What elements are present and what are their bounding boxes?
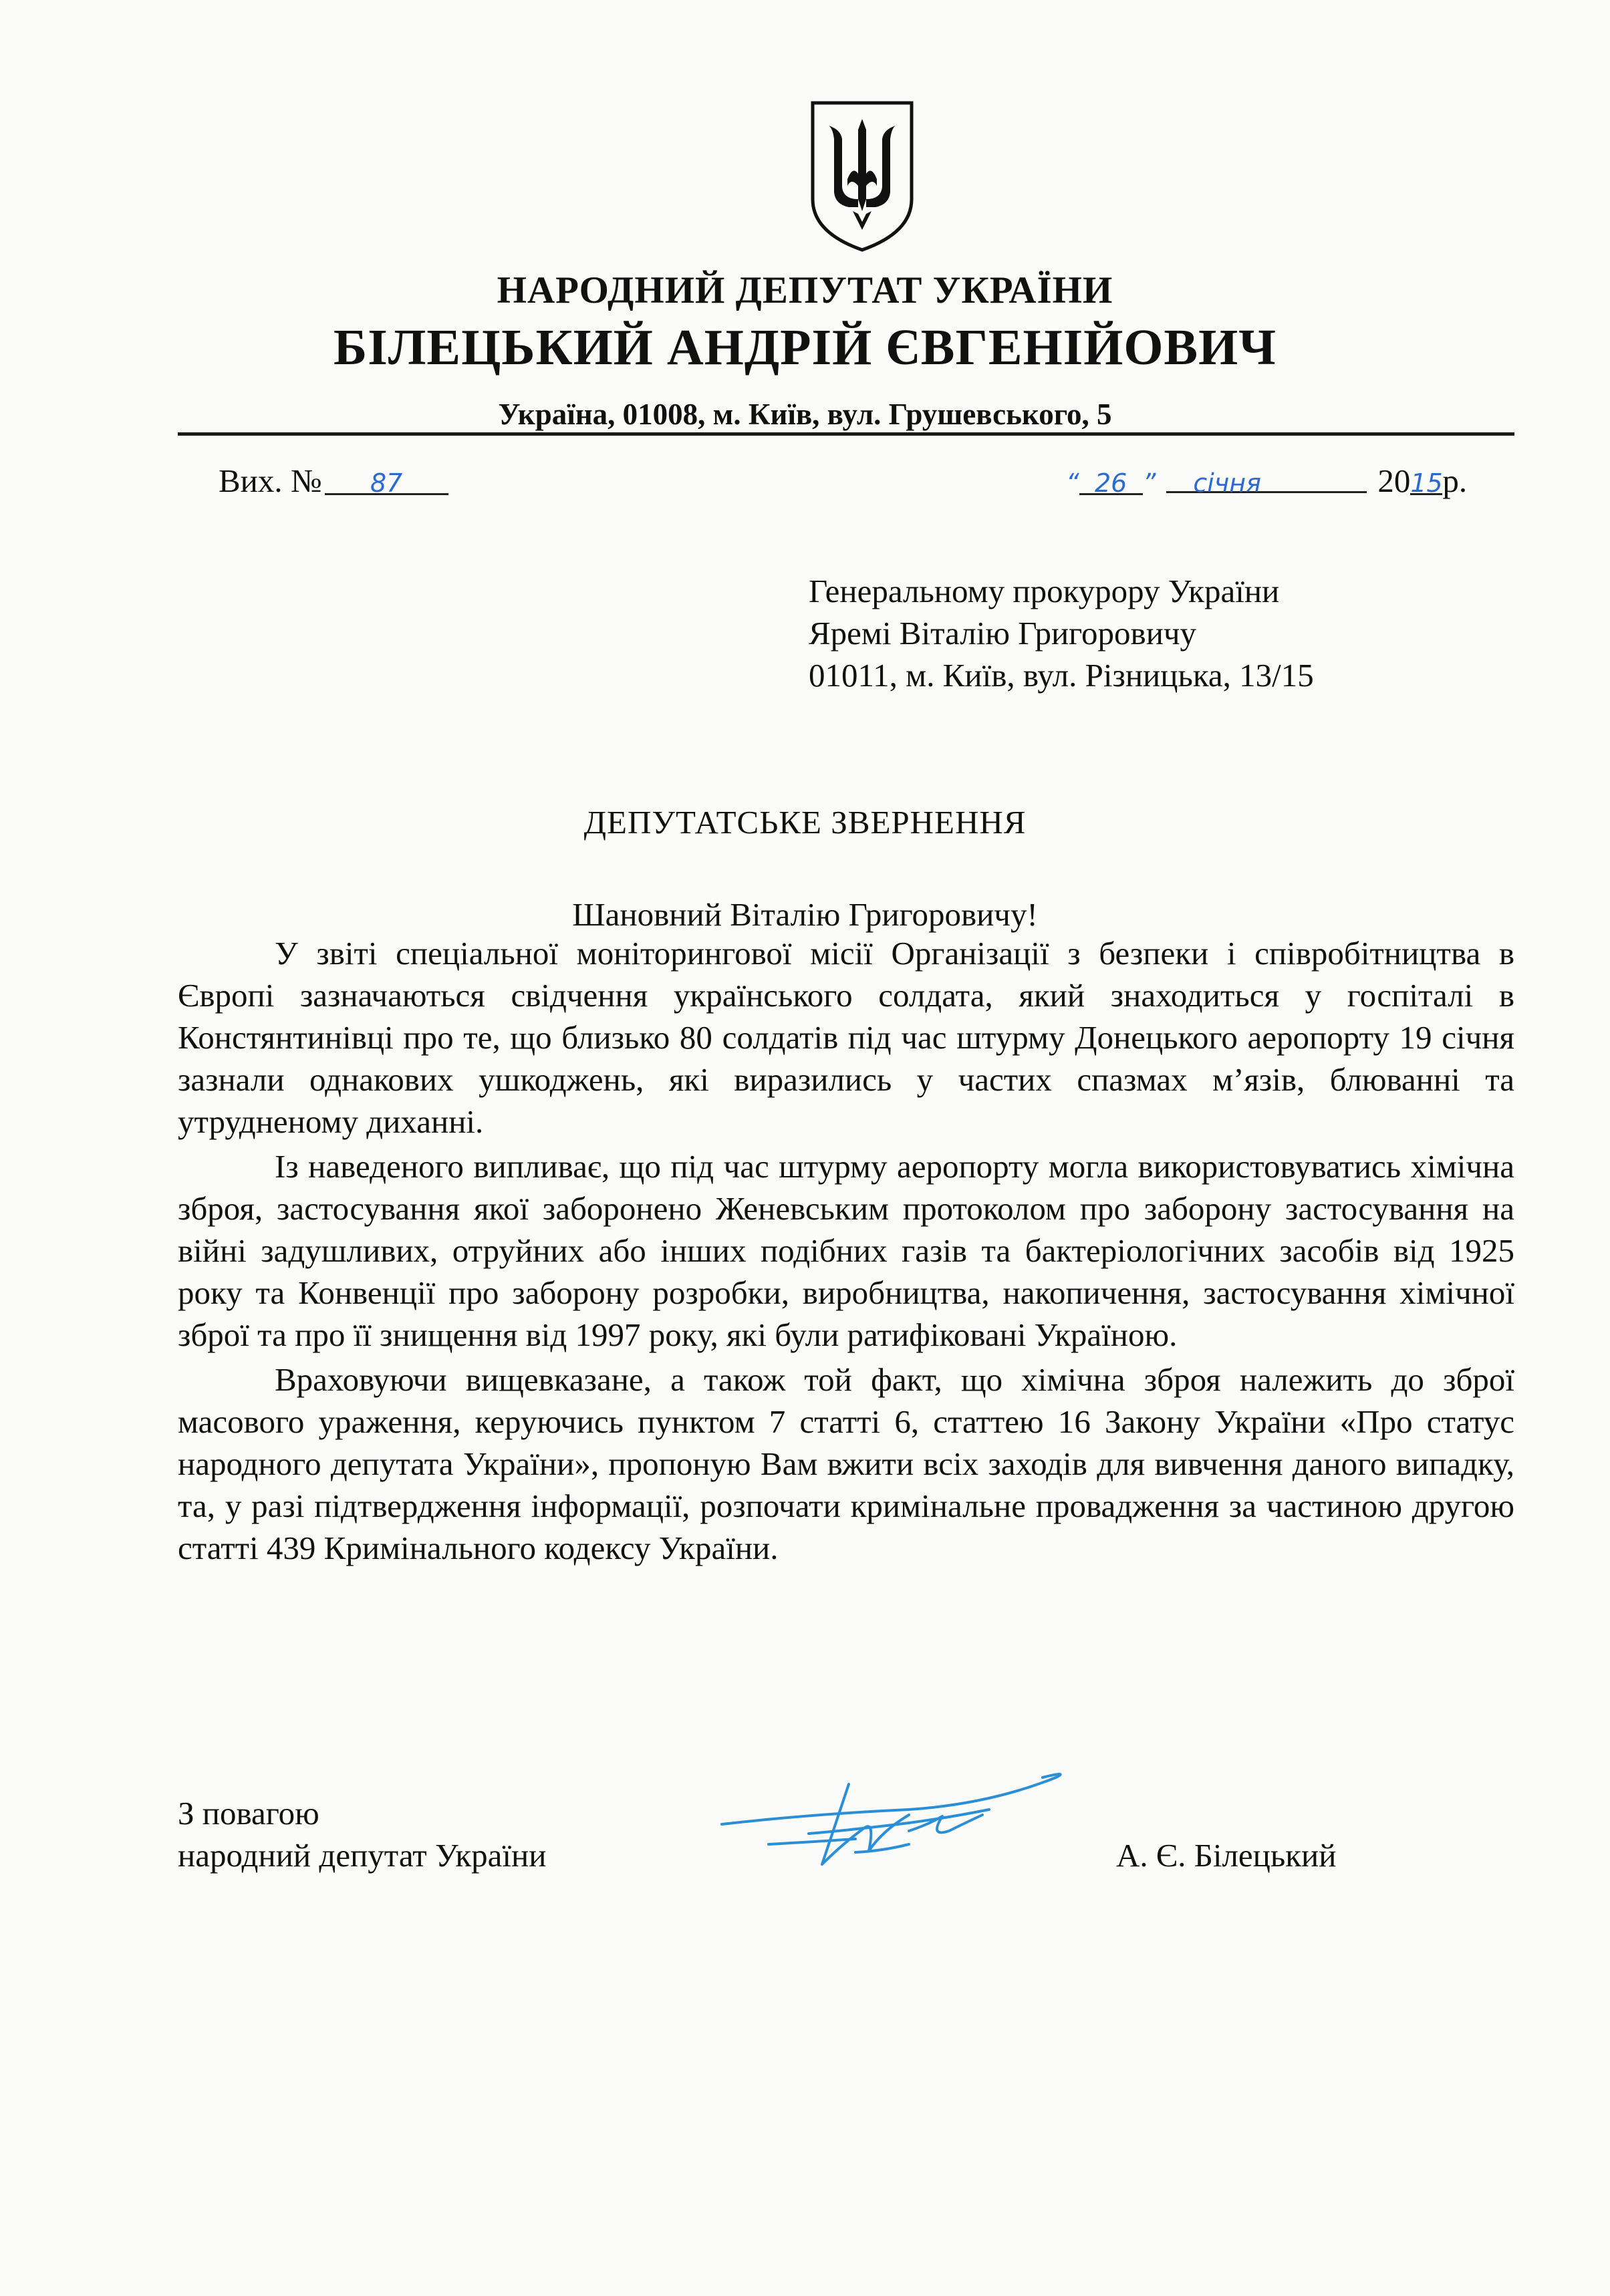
date-close-quote: ”	[1142, 468, 1156, 498]
date-month-value: січня	[1193, 468, 1261, 498]
date-day-field	[1079, 461, 1143, 498]
outgoing-label: Вих. №	[219, 462, 322, 499]
closing-regards: З повагою	[178, 1795, 319, 1832]
date-line	[1066, 461, 1467, 503]
recipient-line: 01011, м. Київ, вул. Різницька, 13/15	[809, 657, 1314, 694]
body-paragraph: Враховуючи вищевказане, а також той факт, що хімічна зброя належить до зброї масового ураження, керуючись пунктом 7 статті 6, статтею 16 Закону України «Про статус народного депутата України», пропоную Вам вжити всіх заходів для вивчення даного випадку, та, у разі підтвердження інформації, розпочати кримінальне провадження за частиною другою статті 439 Кримінального кодексу України.	[178, 1361, 1514, 1566]
salutation: Шановний Віталію Григоровичу!	[572, 896, 1038, 933]
header-address: Україна, 01008, м. Київ, вул. Грушевського, 5	[498, 398, 1112, 431]
date-year-prefix: 20	[1377, 462, 1411, 499]
date-day-value: 26	[1095, 468, 1127, 498]
document-body	[178, 932, 1514, 1572]
outgoing-number-field	[325, 461, 448, 498]
recipient-line: Генеральному прокурору України	[809, 573, 1280, 609]
closing-block	[178, 1792, 546, 1876]
body-paragraph: Із наведеного випливає, що під час штурму аеропорту могла використовуватись хімічна зброя, застосування якої заборонено Женевським протоколом про заборону застосування на війні задушливих, отруйних або інших подібних газів та бактеріологічних засобів від 1925 року та Конвенції про заборону розробки, виробництва, накопичення, застосування хімічної зброї та про її знищення від 1997 року, які були ратифіковані Україною.	[178, 1148, 1514, 1353]
recipient-block	[809, 570, 1314, 696]
closing-position: народний депутат України	[178, 1837, 547, 1874]
outgoing-number-value: 87	[370, 468, 403, 498]
trident-emblem-icon	[809, 99, 916, 254]
body-paragraph: У звіті спеціальної моніторингової місії Організації з безпеки і співробітництва в Європі зазначаються свідчення українського солдата, який знаходиться у госпіталі в Констянтинівці про те, що близько 80 солдатів під час штурму Донецького аеропорту 19 січня зазнали однакових ушкоджень, які виразились у частих спазмах м’язів, блюванні та утрудненому диханні.	[178, 935, 1514, 1140]
deputy-name: БІЛЕЦЬКИЙ АНДРІЙ ЄВГЕНІЙОВИЧ	[333, 319, 1277, 376]
date-year-field	[1410, 461, 1443, 498]
recipient-line: Яремі Віталію Григоровичу	[809, 615, 1197, 652]
document-title: ДЕПУТАТСЬКЕ ЗВЕРНЕННЯ	[583, 804, 1027, 841]
signer-name: А. Є. Білецький	[1116, 1837, 1337, 1874]
date-open-quote: “	[1066, 468, 1079, 498]
signature-icon	[708, 1751, 1083, 1884]
date-month-field	[1166, 461, 1367, 498]
date-year-end: р.	[1442, 462, 1468, 499]
outgoing-number-line	[219, 461, 448, 501]
date-year-value: 15	[1410, 468, 1443, 498]
header-title: НАРОДНИЙ ДЕПУТАТ УКРАЇНИ	[497, 269, 1113, 311]
header-divider	[178, 432, 1514, 436]
